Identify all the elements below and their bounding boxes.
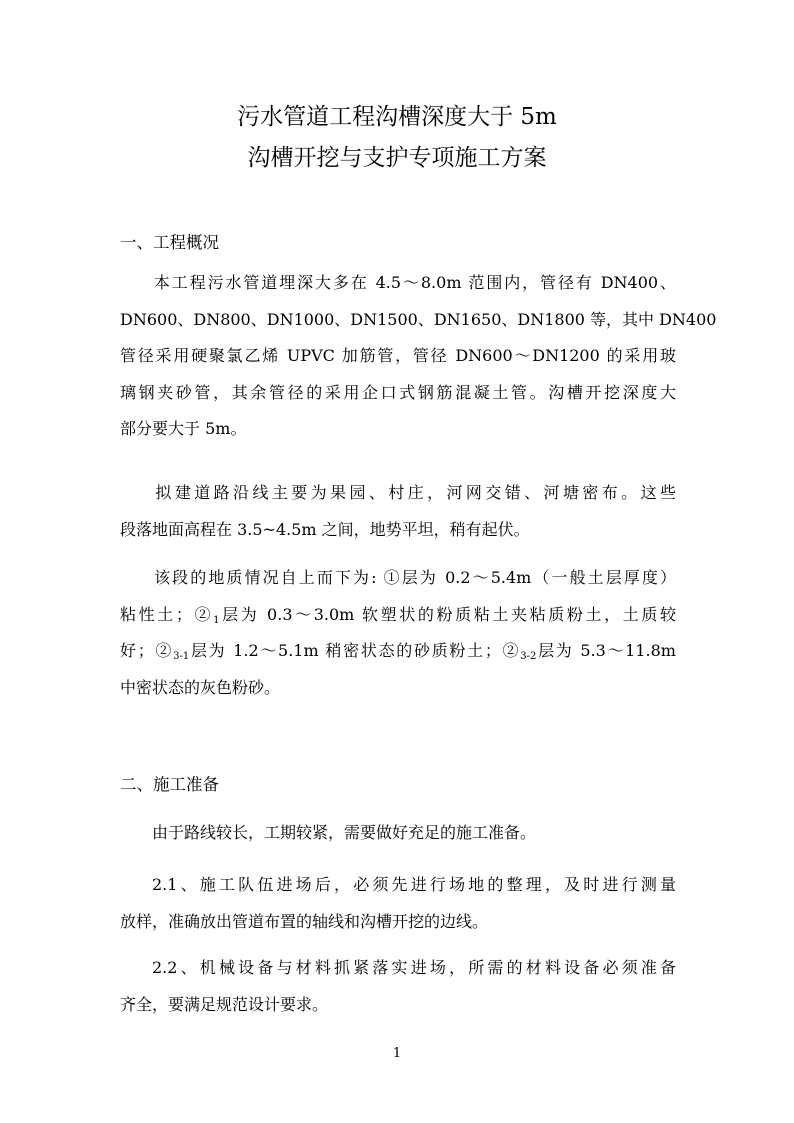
subscript: 3-1 <box>173 651 190 662</box>
text-line: 拟建道路沿线主要为果园、村庄，河网交错、河塘密布。这些 <box>152 483 676 502</box>
text-line: 由于路线较长，工期较紧，需要做好充足的施工准备。 <box>152 823 537 842</box>
text-fragment: 层为 1.2～5.1m 稍密状态的砂质粉土；② <box>189 641 521 660</box>
section-1-heading: 一、工程概况 <box>120 233 219 252</box>
text-line: DN600、DN800、DN1000、DN1500、DN1650、DN1800 等，其中 DN400 <box>120 309 717 329</box>
text-line: 该段的地质情况自上而下为: ①层为 0.2～5.4m（一般土层厚度） <box>152 568 676 587</box>
subscript: 1 <box>213 614 220 626</box>
text-line: 段落地面高程在 3.5~4.5m 之间，地势平坦，稍有起伏。 <box>120 519 530 539</box>
page-number: 1 <box>392 1046 402 1061</box>
text-line: 2.1、施工队伍进场后，必须先进行场地的整理，及时进行测量 <box>152 875 676 894</box>
subscript: 3-2 <box>520 651 537 662</box>
text-line: 管径采用硬聚氯乙烯 UPVC 加筋管，管径 DN600～DN1200 的采用玻 <box>120 346 676 365</box>
text-fragment: 粘性土；② <box>120 604 214 624</box>
section-1-paragraph-3 <box>120 560 676 706</box>
section-2-paragraph-1 <box>120 815 676 852</box>
text-line: 齐全，要满足规范设计要求。 <box>120 994 329 1014</box>
section-2-heading: 二、施工准备 <box>120 775 219 794</box>
document-title-line-2: 沟槽开挖与支护专项施工方案 <box>247 145 547 171</box>
text-line: 部分要大于 5m。 <box>120 419 247 438</box>
section-2-paragraph-3 <box>120 950 676 1023</box>
text-line: 中密状态的灰色粉砂。 <box>120 677 281 697</box>
section-2-paragraph-2 <box>120 867 676 940</box>
text-line: 2.2、机械设备与材料抓紧落实进场，所需的材料设备必须准备 <box>152 958 676 977</box>
text-fragment: 好；② <box>120 641 174 660</box>
text-line: 放样，准确放出管道布置的轴线和沟槽开挖的边线。 <box>120 911 489 931</box>
text-line: 璃钢夹砂管，其余管径的采用企口式钢筋混凝土管。沟槽开挖深度大 <box>120 382 676 402</box>
text-line: 本工程污水管道埋深大多在 4.5～8.0m 范围内，管径有 DN400、 <box>152 273 676 292</box>
section-1-paragraph-2 <box>120 475 676 548</box>
section-1-paragraph-1 <box>120 265 717 448</box>
text-fragment: 层为 5.3～11.8m <box>536 641 676 660</box>
text-fragment: 层为 0.3～3.0m 软塑状的粉质粘土夹粘质粉土，土质较 <box>219 604 676 624</box>
document-title-line-1: 污水管道工程沟槽深度大于 5m <box>237 104 557 130</box>
